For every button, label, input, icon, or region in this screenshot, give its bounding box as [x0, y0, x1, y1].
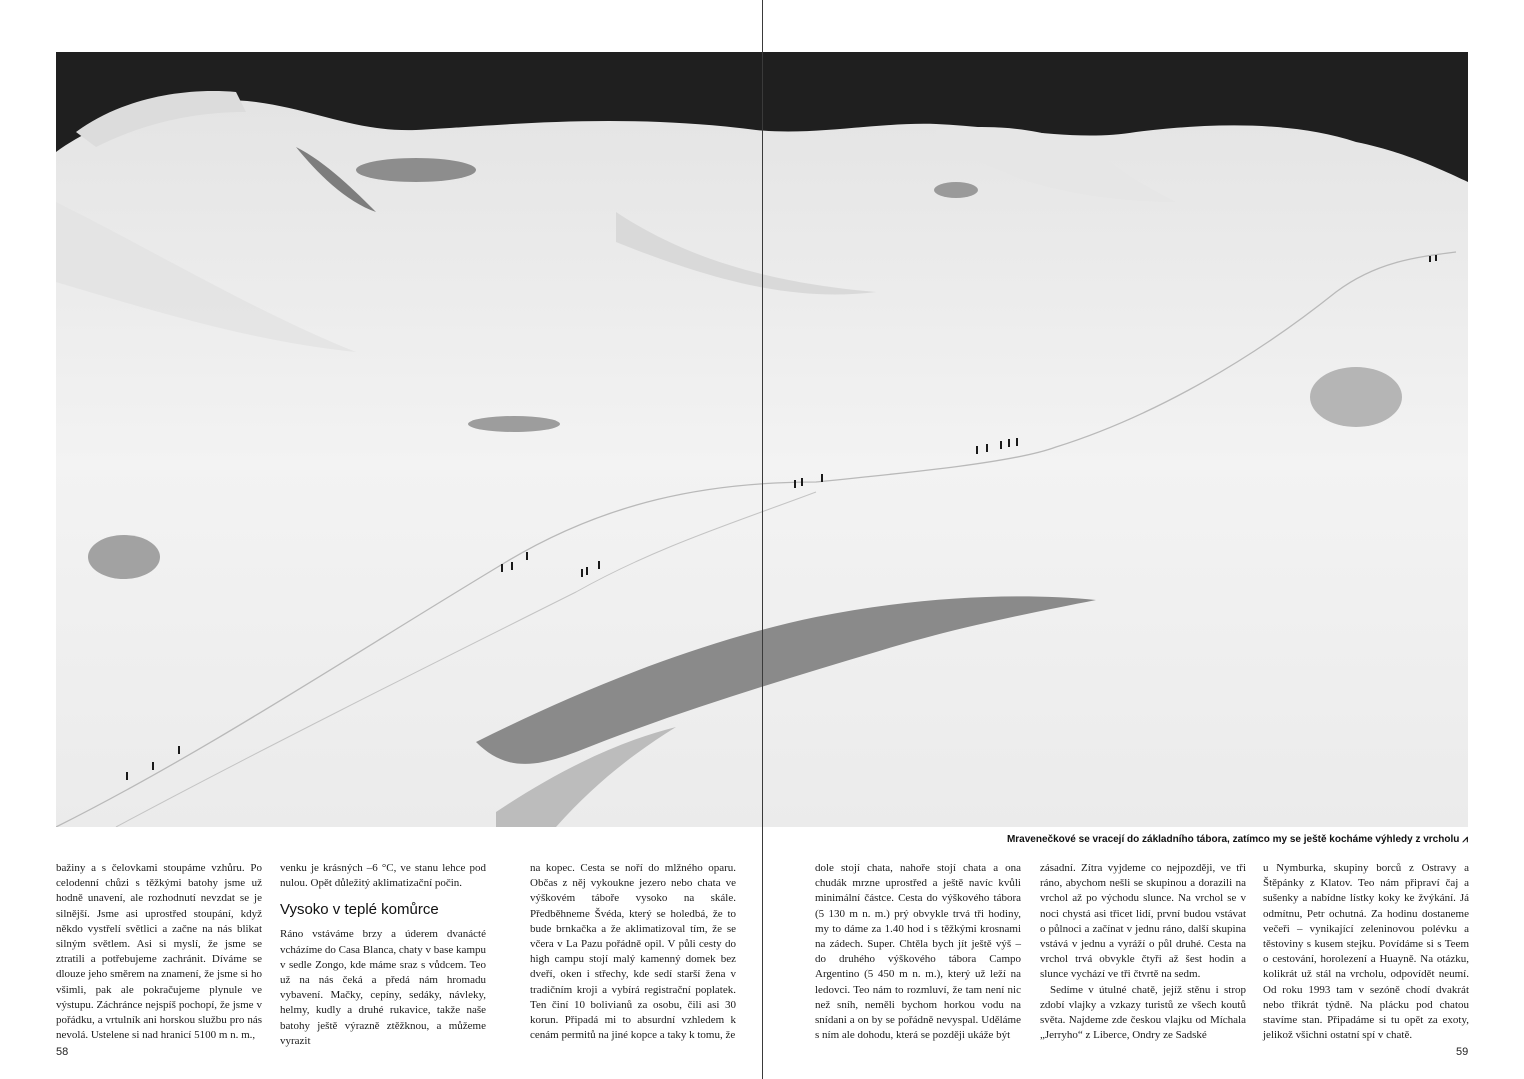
- paragraph: zásadní. Zítra vyjdeme co nejpozději, ve tři ráno, abychom nešli se skupinou a dorazili na vrchol až po východu slunce. Na vrchol se v noci chystá asi třicet lidí, první budou vstávat o půlnoci a začínat v jednu ráno, další skupina vstává v jednu a vyráží o půl druhé. Cesta na vrchol trvá obvykle čtyři až šest hodin a slunce vychází ve tři čtvrtě na sedm.: [1040, 862, 1246, 981]
- spread-spine: [762, 0, 763, 1079]
- paragraph: Ráno vstáváme brzy a úderem dvanácté vcházíme do Casa Blanca, chaty v base kampu v sedle Zongo, kde máme sraz s vůdcem. Teo už na nás čeká a předá nám hromadu vybavení. Mačky, cepíny, sedáky, návleky, helmy, kudly a druhé rukavice, takže naše batohy ještě výrazně ztěžknou, a můžeme vyrazit: [280, 928, 486, 1047]
- paragraph: bažiny a s čelovkami stoupáme vzhůru. Po celodenní chůzi s těžkými batohy jsme už hodně unavení, ale rozhodnutí nevzdat se je silnější. Jsme asi uprostřed stoupání, když někdo vystřelí světlici a začne na nás blikat silným světlem. Asi si myslí, že jsme se ztratili a potřebujeme zachránit. Díváme se dlouze jeho směrem na znamení, že jsme si ho všimli, pak ale pokračujeme plynule ve výstupu. Záchránce nejspíš pochopí, že jsme v pořádku, a vrtulník ani horskou službu pro nás nevolá. Ustelene si nad hranicí 5100 m n. m.,: [56, 862, 262, 1042]
- paragraph: venku je krásných –6 °C, ve stanu lehce pod nulou. Opět důležitý aklimatizační počin.: [280, 862, 486, 890]
- section-heading: Vysoko v teplé komůrce: [280, 901, 439, 919]
- text-column-5: [1040, 861, 1246, 1043]
- text-column-3: [530, 861, 736, 1043]
- caption-text: Mravenečkové se vracejí do základního tábora, zatímco my se ještě kocháme výhledy z vrcholu: [1006, 834, 1460, 845]
- photo-caption: [780, 834, 1468, 845]
- text-column-6: [1263, 861, 1469, 1043]
- mountain-icon: ⩘: [1462, 834, 1468, 845]
- paragraph: u Nymburka, skupiny borců z Ostravy a Štěpánky z Klatov. Teo nám připraví čaj a sušenky a nabídne lístky koky ke žvýkání. Já odmítnu, Petr ochutná. Za hodinu dostaneme večeři – vynikající zeleninovou polévku a těstoviny s kusem stejku. Povídáme si s Teem o cestování, horolezení a Huayně. Na otázku, kolikrát už stál na vrcholu, odpovídět neumí. Od roku 1993 tam v sezóně chodí dvakrát nebo třikrát týdně. Na plácku pod chatou stavíme stan. Připadáme si tu opět za exoty, jelikož všichni ostatní spí v chatě.: [1263, 862, 1469, 1042]
- page-number-left: 58: [56, 1046, 69, 1058]
- paragraph: dole stojí chata, nahoře stojí chata a ona chudák mrzne uprostřed a ještě navíc kvůli minimální částce. Cesta do výškového tábora (5 130 m n. m.) prý obvykle trvá tři hodiny, my to dáme za 1.40 hod i s těžkými krosnami na zádech. Super. Chtěla bych jít ještě výš – do druhého výškového tábora Campo Argentino (5 450 m n. m.), který už leží na ledovci. Teo nám to rozmluví, že tam není nic než sníh, neměli bychom horkou vodu na snídani a on by se pořádně nevyspal. Uděláme s ním ale dohodu, která se později ukáže být: [815, 862, 1021, 1042]
- text-column-2: [280, 861, 486, 1049]
- paragraph: Sedíme v útulné chatě, jejíž stěnu i strop zdobí vlajky a vzkazy turistů ze všech koutů světa. Najdeme zde českou vlajku od Míchala „Jerryho“ z Liberce, Ondry ze Sadské: [1040, 983, 1246, 1042]
- text-column-4: [815, 861, 1021, 1043]
- page-number-right: 59: [1456, 1046, 1469, 1058]
- text-column-1: [56, 861, 262, 1043]
- paragraph: na kopec. Cesta se noří do mlžného oparu. Občas z něj vykoukne jezero nebo chata ve výškovém táboře vysoko na skále. Předběhneme Švéda, který se holedbá, že to bude brnkačka a že aklimatizoval tím, že se včera v La Pazu pořádně opil. V půli cesty do high campu stojí malý kamenný domek bez dveří, oken i střechy, kde sedí starší žena v tradičním kroji a vybírá registrační poplatek. Ten činí 10 bolivianů za osobu, čili asi 30 korun. Připadá mi to absurdní vzhledem k cenám permitů na jiné kopce a taky k tomu, že: [530, 862, 736, 1042]
